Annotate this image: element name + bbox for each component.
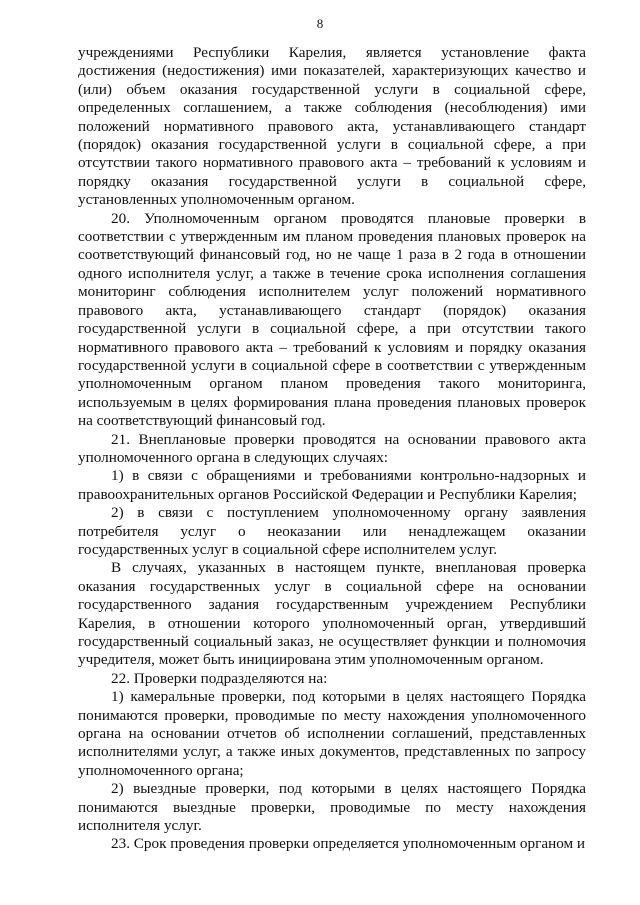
paragraph-21-note: В случаях, указанных в настоящем пункте, внеплановая проверка оказания государственных услуг в социальной сфере на основании государственного задания государственным учреждением Республики Карелия, в отношении которого уполномоченный орган, утвердивший государственный социальный заказ, не осуществляет функции и полномочия учредителя, может быть инициирована этим уполномоченным органом. bbox=[78, 559, 586, 669]
paragraph-continuation: учреждениями Республики Карелия, является установление факта достижения (недостижения) ими показателей, характеризующих качество и (или) объем оказания государственной услуги в социальной сфере, определенных соглашением, а также соблюдения (несоблюдения) ими положений нормативного правового акта, устанавливающего стандарт (порядок) оказания государственной услуги в социальной сфере, а при отсутствии такого нормативного правового акта – требований к условиям и порядку оказания государственной услуги в социальной сфере, установленных уполномоченным органом. bbox=[78, 44, 586, 209]
page-number: 8 bbox=[316, 16, 324, 31]
paragraph-22-item-2: 2) выездные проверки, под которыми в целях настоящего Порядка понимаются выездные проверки, проводимые по месту нахождения исполнителя услуг. bbox=[78, 780, 586, 835]
paragraph-21-item-1: 1) в связи с обращениями и требованиями контрольно-надзорных и правоохранительных органов Российской Федерации и Республики Карелия; bbox=[78, 467, 586, 503]
paragraph-22-item-1: 1) камеральные проверки, под которыми в целях настоящего Порядка понимаются проверки, проводимые по месту нахождения уполномоченного органа на основании отчетов об исполнении соглашений, представленных исполнителями услуг, а также иных документов, представленных по запросу уполномоченного органа; bbox=[78, 688, 586, 779]
paragraph-21-item-2: 2) в связи с поступлением уполномоченному органу заявления потребителя услуг о неоказании или ненадлежащем оказании государственных услуг в социальной сфере исполнителем услуг. bbox=[78, 504, 586, 558]
paragraph-20: 20. Уполномоченным органом проводятся плановые проверки в соответствии с утвержденным им планом проведения плановых проверок на соответствующий финансовый год, но не чаще 1 раза в 2 года в отношении одного исполнителя услуг, а также в течение срока исполнения соглашения мониторинг соблюдения исполнителем услуг положений нормативного правового акта, устанавливающего стандарт (порядок) оказания государственной услуги в социальной сфере, а при отсутствии такого нормативного правового акта – требований к условиям и порядку оказания государственной услуги в социальной сфере в соответствии с утвержденным уполномоченным органом планом проведения такого мониторинга, используемым в целях формирования плана проведения плановых проверок на соответствующий финансовый год. bbox=[78, 209, 586, 430]
paragraph-22: 22. Проверки подразделяются на: bbox=[111, 669, 328, 687]
paragraph-23: 23. Срок проведения проверки определяется уполномоченным органом и bbox=[111, 835, 586, 853]
paragraph-21: 21. Внеплановые проверки проводятся на основании правового акта уполномоченного органа в следующих случаях: bbox=[78, 430, 586, 466]
body-text bbox=[78, 44, 586, 854]
